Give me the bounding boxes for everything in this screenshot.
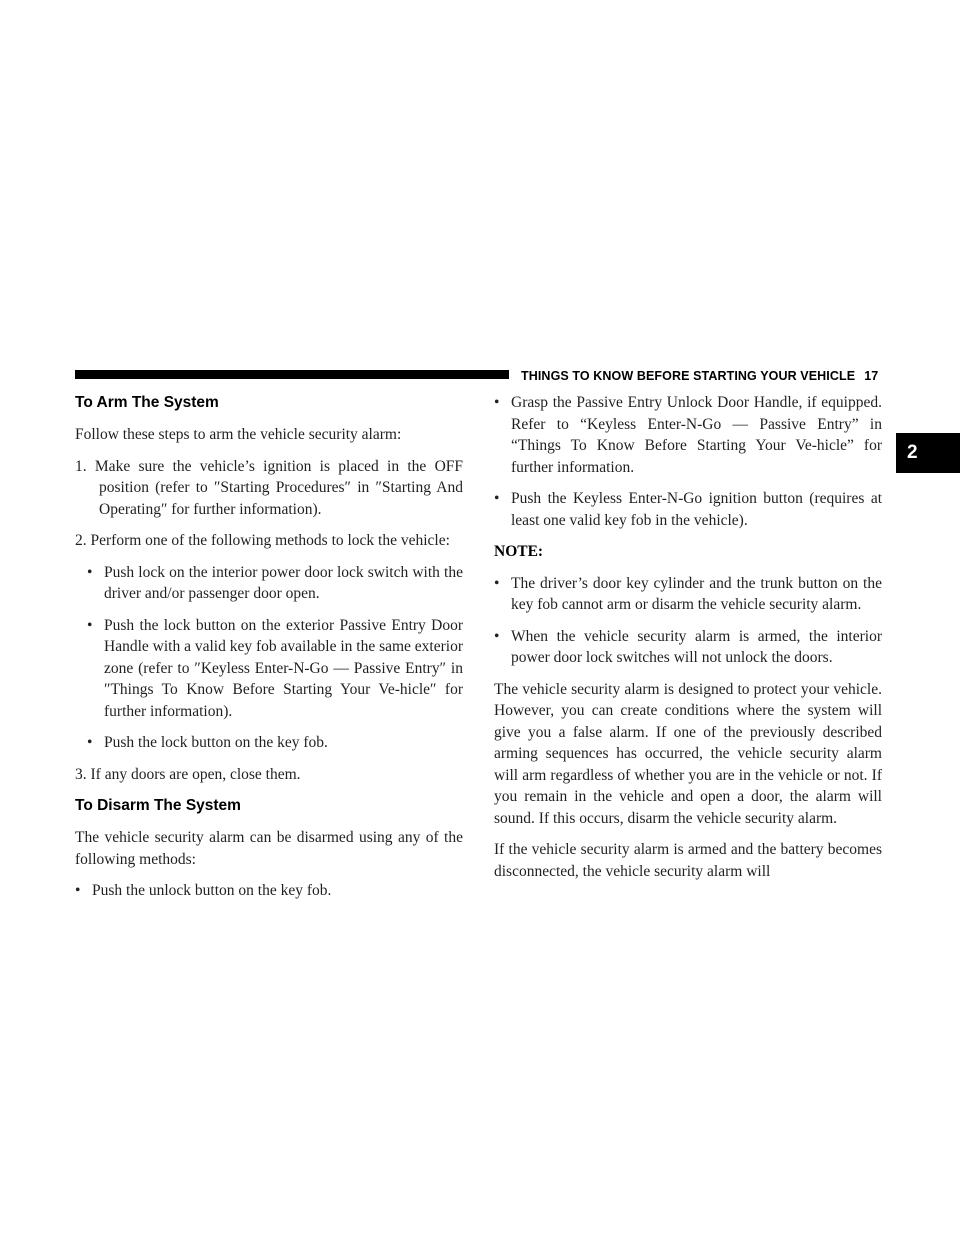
step-2: 2. Perform one of the following methods to lock the vehicle: xyxy=(75,532,450,549)
disarm-intro: The vehicle security alarm can be disarmed using any of the following methods: xyxy=(75,829,463,868)
list-item xyxy=(494,392,882,478)
list-item-text: Push the lock button on the exterior Passive Entry Door Handle with a valid key fob available in the same exterior zone (refer to ″Keyless Enter-N-Go — Passive Entry″ in ″Things To Know Before Starting Your Ve-hicle″ for further information). xyxy=(104,616,463,720)
list-item-text: Push the Keyless Enter-N-Go ignition button (requires at least one valid key fob in the vehicle). xyxy=(511,490,882,529)
list-item xyxy=(494,573,882,616)
left-column xyxy=(75,392,463,902)
list-item xyxy=(75,880,463,902)
list-item xyxy=(494,626,882,669)
bullet-icon: • xyxy=(87,734,93,751)
list-item-text: Grasp the Passive Entry Unlock Door Handle, if equipped. Refer to “Keyless Enter-N-Go — Passive Entry” in “Things To Know Before Starting Your Ve-hicle” for further information. xyxy=(511,394,882,476)
paragraph-battery: If the vehicle security alarm is armed and the battery becomes disconnected, the vehicle security alarm will xyxy=(494,841,882,880)
step-3: 3. If any doors are open, close them. xyxy=(75,765,301,783)
list-item xyxy=(494,488,882,531)
arm-heading: To Arm The System xyxy=(75,394,219,411)
list-item xyxy=(75,732,463,754)
note-label: NOTE: xyxy=(494,543,544,560)
paragraph-false-alarm: The vehicle security alarm is designed to protect your vehicle. However, you can create conditions where the system will give you a false alarm. If one of the previously described arming sequences has occurred, the vehicle security alarm will arm regardless of whether you are in the vehicle or not. If you remain in the vehicle and open a door, the alarm will sound. If this occurs, disarm the vehicle security alarm. xyxy=(494,680,882,827)
list-item xyxy=(75,562,463,605)
right-column xyxy=(494,392,882,882)
list-item-text: When the vehicle security alarm is armed, the interior power door lock switches will not unlock the doors. xyxy=(511,627,882,666)
bullet-icon: • xyxy=(87,616,93,634)
header-rule xyxy=(75,370,509,379)
bullet-icon: • xyxy=(494,394,500,411)
list-item xyxy=(75,615,463,723)
list-item-text: The driver’s door key cylinder and the trunk button on the key fob cannot arm or disarm the vehicle security alarm. xyxy=(511,574,882,613)
running-header xyxy=(521,366,891,386)
chapter-tab: 2 xyxy=(896,433,960,473)
bullet-icon: • xyxy=(494,627,500,645)
arm-intro: Follow these steps to arm the vehicle security alarm: xyxy=(75,426,402,443)
disarm-heading: To Disarm The System xyxy=(75,797,241,814)
bullet-icon: • xyxy=(494,574,500,592)
list-item-text: Push lock on the interior power door lock switch with the driver and/or passenger door open. xyxy=(104,563,463,602)
bullet-icon: • xyxy=(87,563,93,581)
list-item-text: Push the lock button on the key fob. xyxy=(104,734,328,751)
section-title: THINGS TO KNOW BEFORE STARTING YOUR VEHICLE xyxy=(521,369,856,383)
page-number: 17 xyxy=(864,369,879,383)
list-item-text: Push the unlock button on the key fob. xyxy=(92,882,332,899)
step-1: 1. Make sure the vehicle’s ignition is placed in the OFF position (refer to ″Starting Procedures″ in ″Starting And Operating″ for further information). xyxy=(75,457,463,518)
bullet-icon: • xyxy=(494,490,500,507)
bullet-icon: • xyxy=(75,882,81,899)
